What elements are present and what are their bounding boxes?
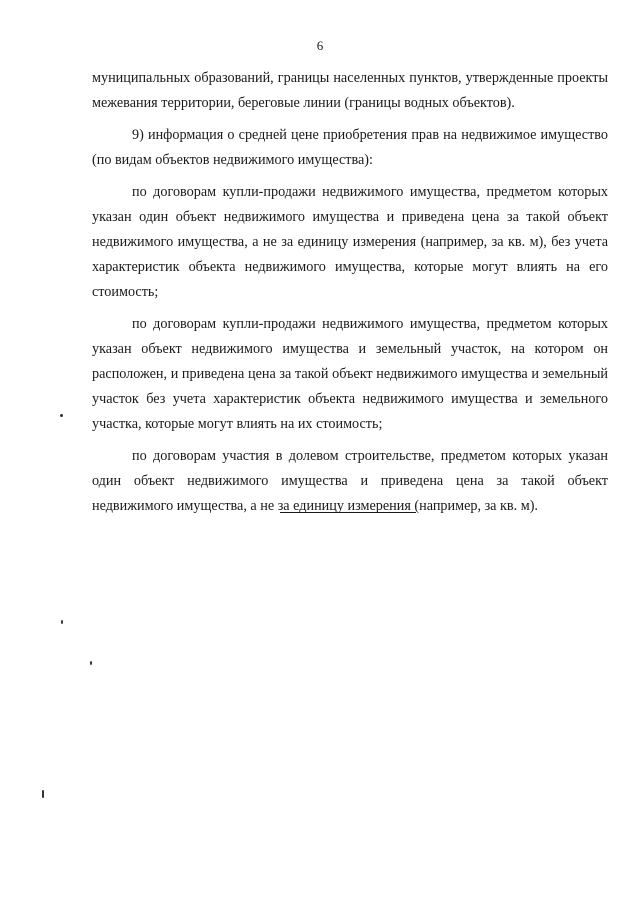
paragraph-sale-single-object: по договорам купли-продажи недвижимого имущества, предметом которых указан один объект недвижимого имущества и приведена цена за такой объект недвижимого имущества, а не за единицу измерения (например, за кв. м), без учета характеристик объекта недвижимого имущества, которые могут влиять на его стоимость;: [92, 184, 608, 300]
document-body: [92, 66, 608, 526]
scan-speck: [90, 661, 92, 665]
page-number: 6: [316, 38, 324, 53]
scan-speck: [60, 414, 63, 417]
scan-speck: [61, 620, 63, 624]
closing-separator-line: [280, 512, 416, 513]
paragraph-continuation: муниципальных образований, границы населенных пунктов, утвержденные проекты межевания территории, береговые линии (границы водных объектов).: [92, 70, 608, 111]
scan-speck: [42, 790, 44, 798]
paragraph-item-9: 9) информация о средней цене приобретения прав на недвижимое имущество (по видам объектов недвижимого имущества):: [92, 127, 608, 168]
paragraph-shared-construction: по договорам участия в долевом строительстве, предметом которых указан один объект недвижимого имущества и приведена цена за такой объект недвижимого имущества, а не за единицу измерения (например, за кв. м).: [92, 448, 608, 514]
paragraph-sale-object-and-land: по договорам купли-продажи недвижимого имущества, предметом которых указан объект недвижимого имущества и земельный участок, на котором он расположен, и приведена цена за такой объект недвижимого имущества и земельный участок без учета характеристик объекта недвижимого имущества и земельного участка, которые могут влиять на их стоимость;: [92, 316, 608, 432]
